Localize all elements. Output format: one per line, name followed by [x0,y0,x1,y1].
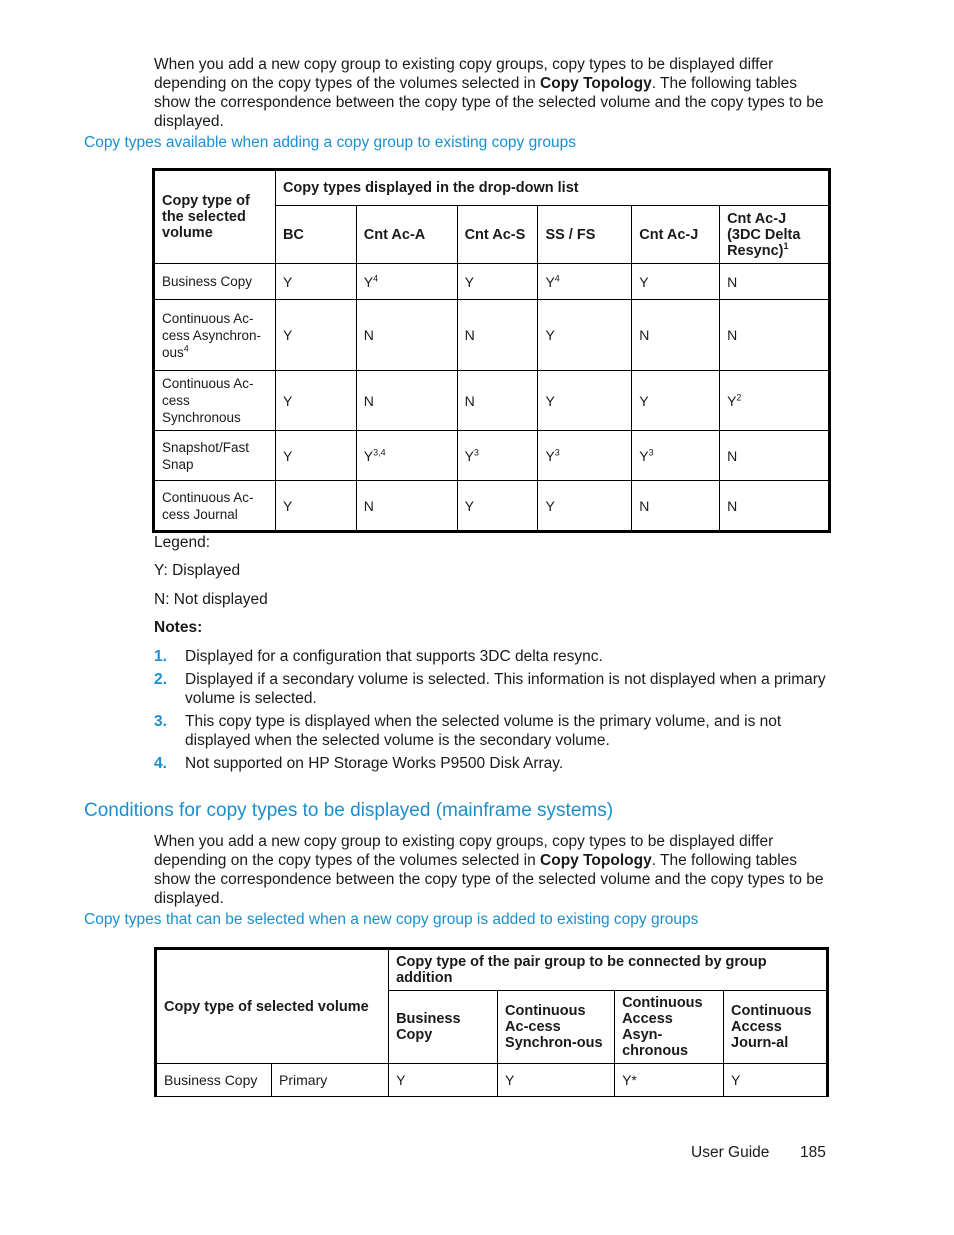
table-cell: Y [632,264,720,300]
column-header: Cnt Ac-A [356,206,457,264]
table-row [155,371,829,431]
table-row [155,264,829,300]
table-cell: Y [498,1064,615,1097]
table-cell: Y [538,300,632,371]
table-cell: Y$^{3,4}$ [356,431,457,481]
table-cell: $Y^4$ [538,264,632,300]
table-cell: N [356,481,457,531]
table-cell: Y [275,300,356,371]
table-cell: Y [275,481,356,531]
note-item: 1. Displayed for a configuration that supports 3DC delta resync. [154,648,603,665]
table-cell: Y [275,264,356,300]
table-cell: $Y^4$ [356,264,457,300]
table-cell: Y [457,264,538,300]
table-cell: Y [724,1064,828,1097]
section-heading: Conditions for copy types to be displayed (mainframe systems) [84,800,614,821]
table-cell: Y [275,371,356,431]
column-header: SS / FS [538,206,632,264]
row-label: Business Copy [156,1064,272,1097]
table-cell: Y [538,481,632,531]
corner-header-2: Copy type of selected volume [156,949,389,1064]
table-cell: N [720,431,829,481]
table-cell: N [632,300,720,371]
table-cell: N [632,481,720,531]
table-cell: N [457,300,538,371]
group-header: Copy types displayed in the drop-down list [275,171,828,206]
table-cell: Y [538,371,632,431]
group-header-2: Copy type of the pair group to be connected by group addition [389,949,828,991]
legend-title: Legend: [154,534,211,551]
note-item: 4. Not supported on HP Storage Works P9500 Disk Array. [154,755,564,772]
table-cell: Y* [615,1064,724,1097]
column-header: Cnt Ac-J (3DC Delta Resync)$^1$ [720,206,829,264]
table-cell: $Y^3$ [632,431,720,481]
table-cell: N [356,300,457,371]
legend-y: Y: Displayed [154,562,241,579]
legend-n: N: Not displayed [154,591,268,608]
column-header: Continuous Access Asyn-chronous [615,991,724,1064]
corner-header: Copy type of the selected volume [155,171,276,264]
table-cell: N [356,371,457,431]
table-cell: N [457,371,538,431]
row-label: Snapshot/Fast Snap [155,431,276,481]
note-item: 2. Displayed if a secondary volume is selected. This information is not displayed when a primary volume is selected. [154,671,826,707]
row-label: Business Copy [155,264,276,300]
mainframe-copy-types-table [154,947,829,1097]
table-cell: $Y^2$ [720,371,829,431]
column-header: Continuous Ac-cess Synchron-ous [498,991,615,1064]
table-caption-2: Copy types that can be selected when a new copy group is added to existing copy groups [84,911,699,928]
column-header: Cnt Ac-S [457,206,538,264]
row-label: Continuous Ac-cess Asynchron-ous$^4$ [155,300,276,371]
row-sublabel: Primary [272,1064,389,1097]
column-header: BC [275,206,356,264]
table-cell: N [720,264,829,300]
table-caption: Copy types available when adding a copy group to existing copy groups [84,134,577,151]
table-cell: Y [389,1064,498,1097]
table-cell: Y [457,481,538,531]
note-item: 3. This copy type is displayed when the selected volume is the primary volume, and is not displayed when the selected volume is the secondary volume. [154,713,782,749]
copy-types-table [154,170,829,531]
row-label: Continuous Ac-cess Journal [155,481,276,531]
table-cell: Y [632,371,720,431]
column-header: Business Copy [389,991,498,1064]
intro-paragraph-2: When you add a new copy group to existing copy groups, copy types to be displayed differ depending on the copy types of the volumes selected in Copy Topology. The following tables show the correspondence between the copy type of the selected volume and the copy types to be displayed. [154,833,824,907]
footer-label: User Guide [691,1144,770,1161]
notes-title: Notes: [154,619,203,636]
page-number: 185 [800,1144,826,1161]
table-cell: N [720,481,829,531]
table-cell: N [720,300,829,371]
column-header: Cnt Ac-J [632,206,720,264]
row-label: Continuous Ac-cess Synchronous [155,371,276,431]
table-row [155,481,829,531]
intro-paragraph: When you add a new copy group to existing copy groups, copy types to be displayed differ depending on the copy types of the volumes selected in Copy Topology. The following tables show the correspondence between the copy type of the selected volume and the copy types to be displayed. [154,56,824,130]
table-row [155,431,829,481]
table-cell: $Y^3$ [457,431,538,481]
table-cell: Y [275,431,356,481]
column-header: Continuous Access Journ-al [724,991,828,1064]
table-row [155,300,829,371]
table-cell: $Y^3$ [538,431,632,481]
